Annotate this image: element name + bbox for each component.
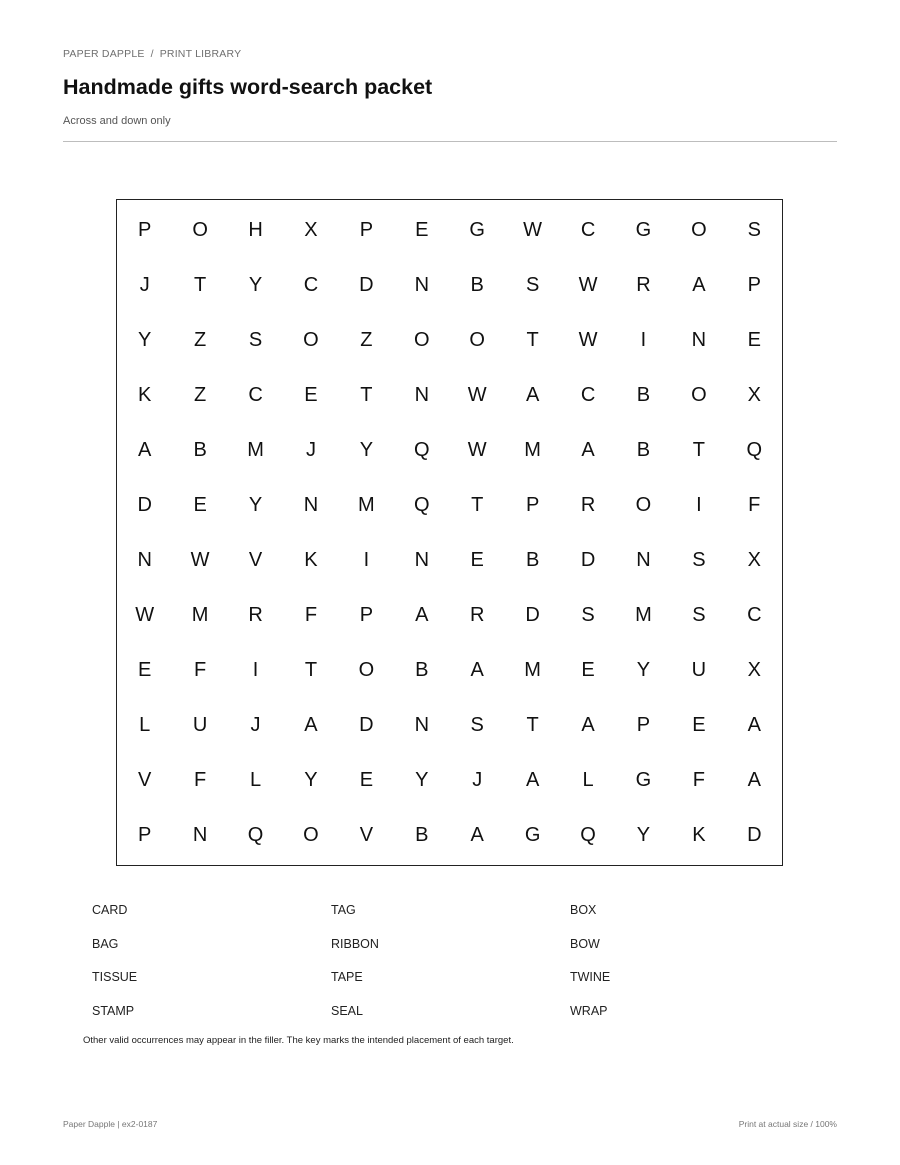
grid-cell: A <box>470 824 484 846</box>
grid-cell: Y <box>636 824 651 846</box>
grid-cell: T <box>526 329 539 351</box>
word-list-item: TISSUE <box>92 970 138 984</box>
grid-cell: J <box>139 274 150 296</box>
grid-cell: T <box>526 714 539 736</box>
grid-cell: L <box>249 769 262 791</box>
grid-cell: F <box>692 769 705 791</box>
grid-cell: F <box>194 769 207 791</box>
grid-cell: Y <box>359 439 374 461</box>
grid-cell: Y <box>138 329 152 351</box>
grid-cell: N <box>192 824 208 846</box>
grid-cell: Q <box>580 824 596 846</box>
grid-cell: Q <box>414 439 430 461</box>
header-divider <box>63 141 837 142</box>
grid-cell: A <box>138 439 152 461</box>
grid-cell: K <box>304 549 318 571</box>
grid-cell: O <box>192 219 208 241</box>
grid-cell: N <box>414 384 430 406</box>
grid-cell: O <box>303 329 319 351</box>
grid-cell: R <box>580 494 596 516</box>
grid-cell: P <box>636 714 651 736</box>
grid-cell: X <box>747 549 761 571</box>
grid-cell: B <box>525 549 540 571</box>
word-list-item: TWINE <box>570 970 611 984</box>
grid-cell: B <box>636 384 651 406</box>
grid-cell: Q <box>414 494 430 516</box>
grid-cell: Y <box>304 769 318 791</box>
grid-cell: N <box>137 549 152 571</box>
grid-cell: J <box>472 769 483 791</box>
grid-cell: C <box>580 384 596 406</box>
grid-cell: A <box>692 274 706 296</box>
grid-cell: D <box>359 714 374 736</box>
grid-cell: A <box>747 769 761 791</box>
grid-cell: A <box>304 714 318 736</box>
grid-cell: D <box>747 824 762 846</box>
grid-cell: K <box>138 384 152 406</box>
grid-cell: V <box>138 769 152 791</box>
grid-cell: C <box>303 274 319 296</box>
grid-cell: L <box>139 714 151 736</box>
grid-cell: H <box>248 219 263 241</box>
grid-cell: D <box>137 494 152 516</box>
grid-cell: Y <box>248 274 263 296</box>
grid-cell: X <box>747 384 761 406</box>
grid-cell: B <box>470 274 484 296</box>
grid-cell: W <box>523 219 543 241</box>
grid-cell: E <box>193 494 207 516</box>
footer-id: Paper Dapple | ex2-0187 <box>63 1119 158 1129</box>
grid-cell: M <box>524 439 541 461</box>
grid-cell: F <box>194 659 207 681</box>
grid-cell: B <box>415 824 429 846</box>
grid-cell: T <box>304 659 318 681</box>
grid-cell: A <box>525 769 540 791</box>
grid-cell: G <box>635 219 652 241</box>
grid-cell: E <box>359 769 374 791</box>
word-list-item: TAG <box>331 903 356 917</box>
grid-cell: E <box>470 549 484 571</box>
breadcrumb-item-brand: PAPER DAPPLE <box>63 48 145 60</box>
grid-cell: P <box>138 219 152 241</box>
grid-cell: E <box>692 714 706 736</box>
grid-cell: A <box>525 384 540 406</box>
word-list-item: SEAL <box>331 1003 363 1018</box>
word-list-item: BOX <box>570 903 597 917</box>
grid-cell: O <box>691 219 707 241</box>
grid-cell: D <box>525 604 540 626</box>
grid-cell: O <box>414 329 430 351</box>
grid-cell: S <box>470 714 484 736</box>
grid-cell: E <box>138 659 152 681</box>
grid-cell: S <box>248 329 263 351</box>
grid-cell: Y <box>248 494 263 516</box>
footer-print-hint: Print at actual size / 100% <box>738 1119 837 1129</box>
grid-cell: Y <box>415 769 429 791</box>
grid-cell: Q <box>247 824 264 846</box>
grid-cell: O <box>358 659 375 681</box>
grid-cell: F <box>304 604 318 626</box>
grid-cell: W <box>135 604 155 626</box>
grid-cell: E <box>581 659 595 681</box>
grid-cell: G <box>524 824 541 846</box>
grid-cell: I <box>252 659 259 681</box>
page-title: Handmade gifts word-search packet <box>63 75 433 99</box>
grid-cell: B <box>636 439 651 461</box>
grid-cell: U <box>691 659 707 681</box>
grid-cell: T <box>194 274 207 296</box>
word-search-grid <box>116 199 783 866</box>
grid-cell: F <box>748 494 761 516</box>
grid-cell: W <box>578 274 598 296</box>
grid-cell: E <box>304 384 318 406</box>
grid-cell: C <box>580 219 596 241</box>
grid-cell: Z <box>194 384 207 406</box>
grid-cell: P <box>525 494 540 516</box>
grid-cell: Z <box>360 329 373 351</box>
grid-cell: N <box>414 714 430 736</box>
grid-cell: K <box>692 824 706 846</box>
grid-cell: J <box>250 714 261 736</box>
grid-cell: P <box>359 219 374 241</box>
grid-cell: J <box>305 439 316 461</box>
grid-cell: N <box>414 274 430 296</box>
grid-cell: O <box>691 384 707 406</box>
grid-cell: P <box>359 604 374 626</box>
grid-cell: Y <box>636 659 651 681</box>
grid-cell: T <box>692 439 705 461</box>
grid-cell: X <box>304 219 318 241</box>
word-list-item: BOW <box>570 936 600 951</box>
word-list <box>92 903 812 1037</box>
grid-cell: O <box>303 824 319 846</box>
breadcrumb <box>63 48 241 60</box>
grid-cell: W <box>467 384 487 406</box>
grid-cell: W <box>467 439 487 461</box>
grid-cell: U <box>192 714 208 736</box>
grid-cell: N <box>303 494 319 516</box>
grid-cell: A <box>581 714 595 736</box>
grid-cell: S <box>692 549 706 571</box>
grid-cell: N <box>414 549 430 571</box>
breadcrumb-separator: / <box>150 48 154 60</box>
grid-cell: D <box>359 274 374 296</box>
grid-cell: T <box>360 384 373 406</box>
grid-cell: E <box>415 219 429 241</box>
grid-cell: M <box>358 494 375 516</box>
grid-cell: I <box>640 329 647 351</box>
grid-cell: A <box>747 714 761 736</box>
page-subtitle: Across and down only <box>63 115 171 127</box>
word-list-item: RIBBON <box>331 936 379 951</box>
grid-cell: G <box>469 219 485 241</box>
grid-cell: R <box>636 274 651 296</box>
grid-cell: G <box>635 769 652 791</box>
word-list-item: CARD <box>92 903 128 917</box>
grid-cell: W <box>578 329 598 351</box>
grid-cell: M <box>635 604 652 626</box>
grid-cell: S <box>581 604 595 626</box>
grid-cell: S <box>525 274 540 296</box>
grid-cell: C <box>248 384 263 406</box>
puzzle-note: Other valid occurrences may appear in the filler. The key marks the intended placement of each target. <box>83 1035 514 1046</box>
grid-cell: W <box>190 549 210 571</box>
grid-cell: R <box>248 604 263 626</box>
grid-cell: V <box>248 549 263 571</box>
grid-cell: O <box>469 329 485 351</box>
breadcrumb-item-section: PRINT LIBRARY <box>159 48 242 60</box>
grid-cell: I <box>696 494 702 516</box>
word-list-item: BAG <box>92 936 119 951</box>
grid-cell: D <box>580 549 596 571</box>
grid-cell: S <box>747 219 761 241</box>
grid-cell: Z <box>194 329 207 351</box>
grid-cell: C <box>747 604 762 626</box>
grid-cell: M <box>524 659 541 681</box>
grid-cell: E <box>747 329 761 351</box>
grid-cell: N <box>691 329 707 351</box>
grid-cell: O <box>635 494 652 516</box>
grid-cell: V <box>359 824 374 846</box>
grid-cell: M <box>247 439 264 461</box>
grid-cell: R <box>469 604 485 626</box>
word-list-item: TAPE <box>331 970 363 984</box>
grid-cell: A <box>581 439 595 461</box>
grid-cell: X <box>747 659 761 681</box>
word-list-item: STAMP <box>92 1003 135 1018</box>
grid-cell: B <box>193 439 207 461</box>
grid-cell: M <box>191 604 209 626</box>
grid-cell: Q <box>746 439 763 461</box>
grid-cell: A <box>415 604 429 626</box>
grid-cell: A <box>470 659 484 681</box>
word-list-item: WRAP <box>570 1003 608 1018</box>
grid-cell: L <box>582 769 594 791</box>
grid-cell: B <box>415 659 429 681</box>
grid-cell: P <box>747 274 761 296</box>
grid-cell: P <box>138 824 152 846</box>
grid-cell: S <box>692 604 706 626</box>
grid-cell: N <box>636 549 651 571</box>
grid-cell: T <box>471 494 484 516</box>
grid-cell: I <box>363 549 370 571</box>
